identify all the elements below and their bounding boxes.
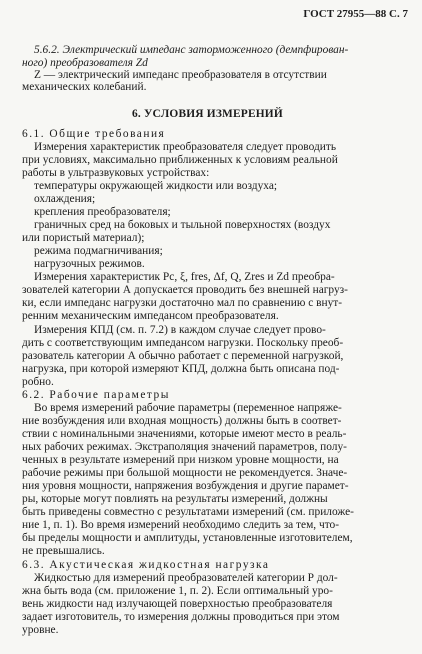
text-line: ки, если импеданс нагрузки достаточно мал по сравнению с внут-	[22, 297, 343, 309]
text-line: разователь категории А обычно работает с переменной нагрузкой,	[22, 350, 344, 362]
text-line: 6. УСЛОВИЯ ИЗМЕРЕНИЙ	[132, 108, 283, 120]
text-line: 5.6.2. Электрический импеданс заторможенного (демпфирован-	[34, 44, 349, 56]
page-header: ГОСТ 27955—88 С. 7	[303, 8, 408, 20]
text-line: ние возбуждения или входная мощность) должны быть в соответ-	[22, 415, 342, 427]
text-line: 6.1. Общие требования	[22, 128, 166, 140]
text-line: или пористый материал);	[22, 232, 145, 244]
text-line: режима подмагничивания;	[34, 245, 163, 257]
text-line: Z — электрический импеданс преобразователя в отсутствии	[34, 69, 327, 81]
text-line: жна быть вода (см. приложение 1, п. 2). Если оптимальный уро-	[22, 585, 333, 597]
text-line: работы в ультразвуковых устройствах:	[22, 167, 210, 179]
text-line: граничных сред на боковых и тыльной поверхностях (воздух	[34, 219, 331, 231]
text-line: зователей категории А допускается проводить без внешней нагруз-	[22, 284, 348, 296]
text-line: задает изготовитель, то измерения должны проводиться при этом	[22, 611, 340, 623]
text-line: вень жидкости над излучающей поверхностью преобразователя	[22, 598, 333, 610]
text-line: не превышались.	[22, 545, 105, 557]
text-line: ния уровня мощности, напряжения возбуждения и другие парамет-	[22, 480, 349, 492]
text-line: 6.3. Акустическая жидкостная нагрузка	[22, 559, 270, 571]
text-line: ры, которые могут повлиять на результаты измерений, должны	[22, 493, 328, 505]
text-line: Измерения характеристик Pc, ξ, fres, Δf, Q, Zres и Zd преобра-	[34, 271, 335, 283]
text-line: 6.2. Рабочие параметры	[22, 389, 170, 401]
text-line: Во время измерений рабочие параметры (переменное напряже-	[34, 402, 342, 414]
text-line: бы пределы мощности и амплитуды, установленные изготовителем,	[22, 532, 353, 544]
text-line: крепления преобразователя;	[34, 206, 171, 218]
text-line: робно.	[22, 376, 54, 388]
text-line: нагрузочных режимов.	[34, 258, 145, 270]
text-line: ренним механическим импедансом преобразователя.	[22, 310, 279, 322]
text-line: при условиях, максимально приближенных к условиям реальной	[22, 154, 338, 166]
text-line: ствии с номинальными значениями, которые имеют место в реаль-	[22, 428, 347, 440]
text-line: уровне.	[22, 624, 59, 636]
text-line: ченных в результате измерений при низком уровне мощности, на	[22, 454, 339, 466]
text-line: ных рабочих режимах. Экстраполяция значений параметров, полу-	[22, 441, 347, 453]
text-line: охлаждения;	[34, 193, 96, 205]
text-line: ного) преобразователя Zd	[22, 57, 148, 69]
text-line: Измерения характеристик преобразователя следует проводить	[34, 141, 337, 153]
text-line: ние 1, п. 1). Во время измерений необходимо следить за тем, что-	[22, 519, 340, 531]
text-line: Измерения КПД (см. п. 7.2) в каждом случае следует прово-	[34, 324, 326, 336]
text-line: быть приведены совместно с результатами измерений (см. приложе-	[22, 506, 354, 518]
text-line: дить с соответствующим импедансом нагрузки. Поскольку преоб-	[22, 337, 344, 349]
text-line: температуры окружающей жидкости или воздуха;	[34, 180, 278, 192]
text-line: Жидкостью для измерений преобразователей категории Р дол-	[34, 572, 338, 584]
text-line: рабочие режимы при большой мощности не рекомендуется. Значе-	[22, 467, 348, 479]
text-line: механических колебаний.	[22, 81, 147, 93]
text-line: нагрузка, при которой измеряют КПД, должна быть описана под-	[22, 363, 340, 375]
